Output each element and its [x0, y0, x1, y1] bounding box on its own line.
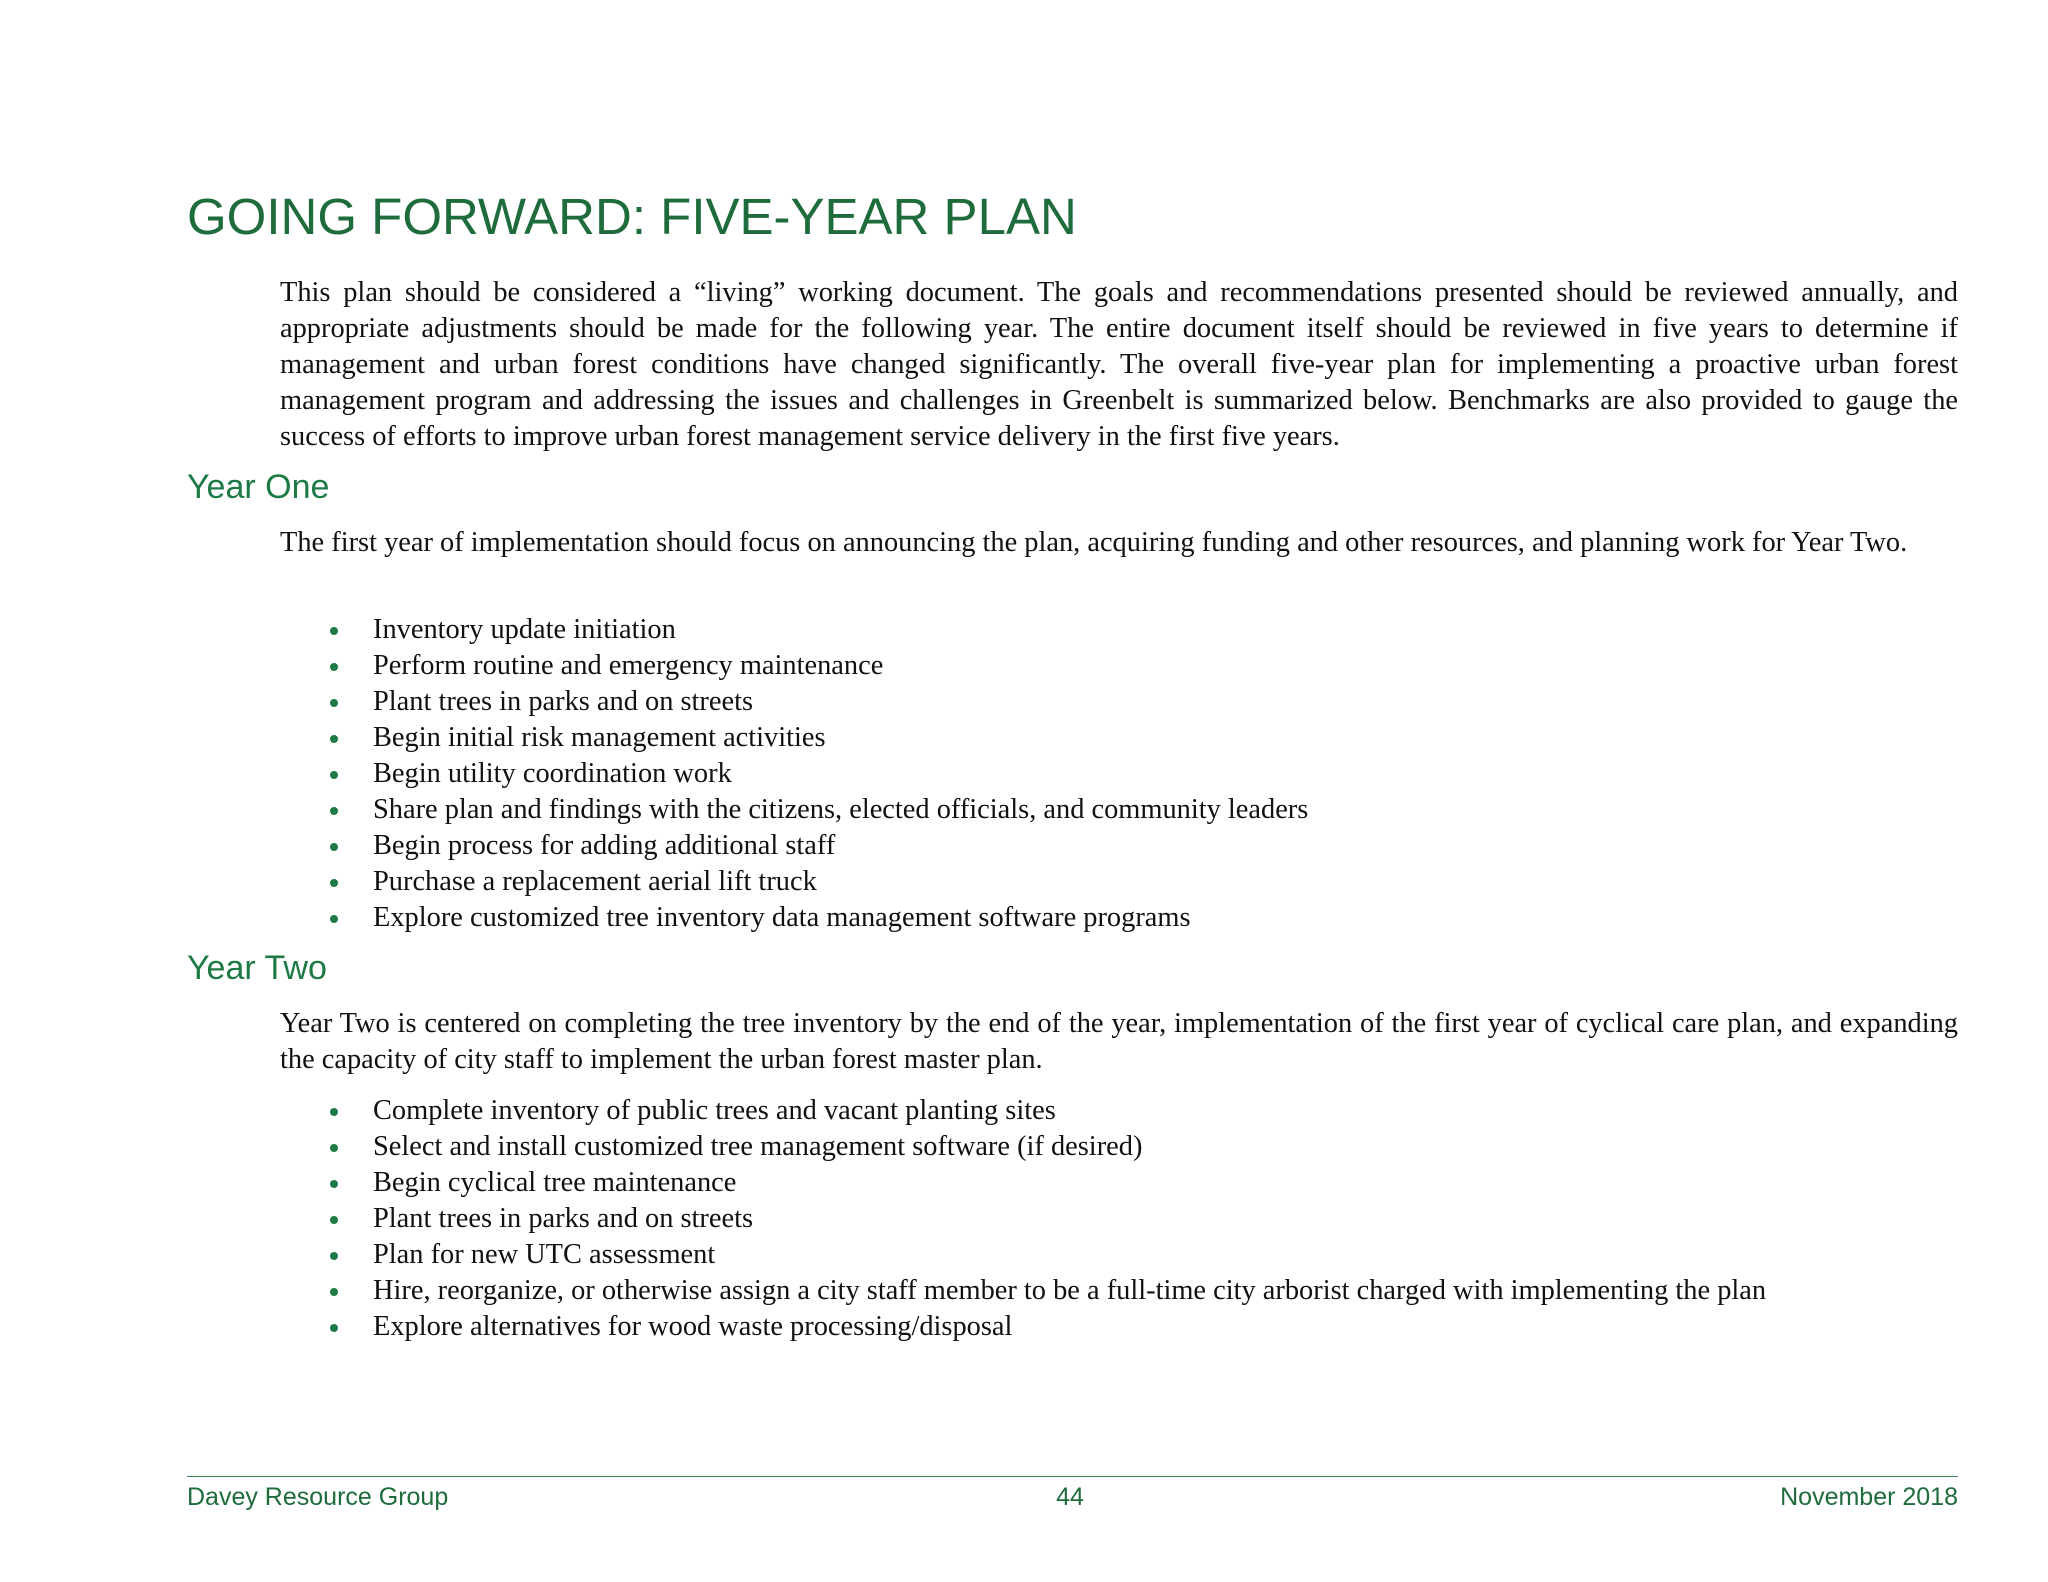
list-item-text: Explore customized tree inventory data management software programs: [373, 902, 1191, 933]
page-title: GOING FORWARD: FIVE-YEAR PLAN: [187, 188, 1077, 245]
list-item-text: Begin process for adding additional staff: [373, 830, 836, 861]
list-item: [280, 684, 1308, 720]
list-item-text: Begin initial risk management activities: [373, 722, 826, 753]
bullet-icon: [330, 663, 338, 671]
section-heading-year-one: Year One: [187, 468, 330, 506]
list-item: [280, 828, 1308, 864]
list-item: [280, 720, 1308, 756]
list-item-text: Complete inventory of public trees and vacant planting sites: [373, 1095, 1056, 1126]
intro-paragraph: This plan should be considered a “living” working document. The goals and recommendations presented should be reviewed annually, and appropriate adjustments should be made for the following year. The entire document itself should be reviewed in five years to determine if management and urban forest conditions have changed significantly. The overall five-year plan for implementing a proactive urban forest management program and addressing the issues and challenges in Greenbelt is summarized below. Benchmarks are also provided to gauge the success of efforts to improve urban forest management service delivery in the first five years.: [280, 277, 1958, 452]
list-item-text: Plant trees in parks and on streets: [373, 686, 754, 717]
list-item: [280, 1237, 1766, 1273]
list-item-text: Hire, reorganize, or otherwise assign a city staff member to be a full-time city arborist charged with implementing the plan: [373, 1275, 1767, 1306]
year-one-list: [280, 612, 1308, 936]
list-item: [280, 1093, 1766, 1129]
list-item-text: Begin utility coordination work: [373, 758, 732, 789]
bullet-icon: [330, 1180, 338, 1188]
list-item-text: Plant trees in parks and on streets: [373, 1203, 754, 1234]
bullet-icon: [330, 807, 338, 815]
footer-date: November 2018: [1780, 1483, 1958, 1511]
list-item-text: Purchase a replacement aerial lift truck: [373, 866, 817, 897]
footer-divider: [187, 1476, 1958, 1477]
list-item-text: Explore alternatives for wood waste processing/disposal: [373, 1311, 1013, 1342]
year-one-description: The first year of implementation should focus on announcing the plan, acquiring funding and other resources, and planning work for Year Two.: [280, 527, 1908, 558]
bullet-icon: [330, 1324, 338, 1332]
list-item-text: Select and install customized tree management software (if desired): [373, 1131, 1143, 1162]
list-item: [280, 612, 1308, 648]
list-item: [280, 864, 1308, 900]
bullet-icon: [330, 915, 338, 923]
footer-organization: Davey Resource Group: [187, 1483, 449, 1511]
list-item-text: Plan for new UTC assessment: [373, 1239, 716, 1270]
bullet-icon: [330, 771, 338, 779]
bullet-icon: [330, 879, 338, 887]
section-heading-year-two: Year Two: [187, 949, 327, 987]
list-item: [280, 1309, 1766, 1345]
list-item-text: Share plan and findings with the citizens, elected officials, and community leaders: [373, 794, 1309, 825]
list-item-text: Perform routine and emergency maintenance: [373, 650, 884, 681]
list-item: [280, 1273, 1766, 1309]
list-item-text: Inventory update initiation: [373, 614, 676, 645]
list-item-text: Begin cyclical tree maintenance: [373, 1167, 737, 1198]
footer-page-number: 44: [1056, 1483, 1084, 1511]
list-item: [280, 1165, 1766, 1201]
bullet-icon: [330, 1252, 338, 1260]
year-two-list: [280, 1093, 1766, 1345]
list-item: [280, 792, 1308, 828]
bullet-icon: [330, 699, 338, 707]
bullet-icon: [330, 735, 338, 743]
year-two-description: Year Two is centered on completing the tree inventory by the end of the year, implementation of the first year of cyclical care plan, and expanding the capacity of city staff to implement the urban forest master plan.: [280, 1008, 1958, 1075]
list-item: [280, 1201, 1766, 1237]
bullet-icon: [330, 1144, 338, 1152]
bullet-icon: [330, 1216, 338, 1224]
list-item: [280, 900, 1308, 936]
bullet-icon: [330, 627, 338, 635]
list-item: [280, 648, 1308, 684]
bullet-icon: [330, 1288, 338, 1296]
list-item: [280, 1129, 1766, 1165]
list-item: [280, 756, 1308, 792]
bullet-icon: [330, 1108, 338, 1116]
bullet-icon: [330, 843, 338, 851]
